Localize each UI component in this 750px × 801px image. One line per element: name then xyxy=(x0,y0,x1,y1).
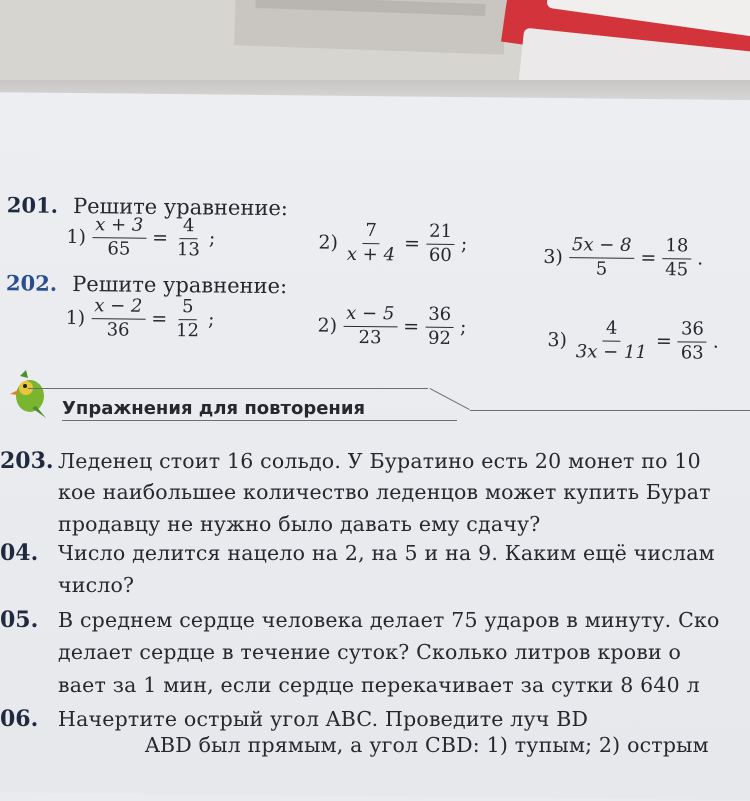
denominator: 23 xyxy=(358,326,382,349)
eq-label: 3) xyxy=(543,246,563,269)
exercise-text: делает сердце в течение суток? Сколько литров крови о xyxy=(58,640,682,664)
fraction xyxy=(173,298,202,341)
text-line xyxy=(0,640,681,664)
text-line xyxy=(0,573,134,597)
exercise-text: число? xyxy=(58,573,135,597)
eq-end: ; xyxy=(460,233,468,256)
parrot-icon xyxy=(6,368,54,420)
equals-sign: = xyxy=(403,232,421,256)
fraction xyxy=(91,297,146,340)
exercise-number: 04. xyxy=(0,540,39,566)
ex201-heading: Решите уравнение: xyxy=(72,193,289,221)
denominator: 13 xyxy=(176,238,200,261)
equals-sign: = xyxy=(152,227,169,250)
text-line xyxy=(0,673,700,697)
eq-end: ; xyxy=(459,316,467,339)
eq-label: 1) xyxy=(65,307,86,330)
fraction xyxy=(678,320,707,363)
ex202-header xyxy=(6,270,287,298)
fraction xyxy=(425,303,454,349)
equals-sign: = xyxy=(403,315,420,339)
banner-top-line xyxy=(28,388,428,389)
eq-label: 3) xyxy=(547,329,568,352)
eq-label: 2) xyxy=(318,231,339,255)
banner-underline xyxy=(62,420,457,421)
denominator: 92 xyxy=(427,327,452,349)
exercise-number: 05. xyxy=(0,607,39,633)
denominator: 45 xyxy=(665,259,689,281)
denominator: 63 xyxy=(680,342,704,364)
denominator: x + 4 xyxy=(346,243,396,266)
numerator: 5x − 8 xyxy=(569,236,635,259)
numerator: x − 5 xyxy=(343,305,397,327)
denominator: 12 xyxy=(175,319,200,342)
fraction xyxy=(344,222,399,265)
exercise-text: продавцу не нужно было давать ему сдачу? xyxy=(58,512,541,536)
fraction xyxy=(92,216,147,259)
fraction xyxy=(569,236,635,279)
text-line xyxy=(0,540,715,566)
text-line xyxy=(0,706,588,732)
numerator: 4 xyxy=(603,320,621,342)
ex202-number: 202. xyxy=(5,270,58,296)
denominator: 65 xyxy=(107,238,131,260)
eq-end: ; xyxy=(207,308,215,331)
ex201-eq3 xyxy=(543,236,703,280)
ex202-heading: Решите уравнение: xyxy=(72,271,288,299)
eq-end: . xyxy=(712,331,719,354)
text-line xyxy=(0,512,540,536)
equals-sign: = xyxy=(640,247,657,270)
section-title: Упражнения для повторения xyxy=(62,398,366,419)
ex201-number: 201. xyxy=(6,192,59,218)
banner-right-line xyxy=(470,410,750,411)
ex202-eq1 xyxy=(65,297,214,341)
fraction xyxy=(662,237,691,280)
numerator: 4 xyxy=(180,217,198,239)
fraction xyxy=(343,302,398,349)
eq-end: . xyxy=(697,247,704,270)
eq-label: 1) xyxy=(66,226,87,249)
numerator: 18 xyxy=(662,237,691,259)
exercise-text: Начертите острый угол ABC. Проведите луч BD xyxy=(58,707,589,731)
ex202-eq2 xyxy=(317,302,467,349)
text-line xyxy=(0,448,701,474)
numerator: 5 xyxy=(179,298,197,320)
text-line xyxy=(0,607,720,633)
fraction xyxy=(426,220,455,266)
numerator: x − 2 xyxy=(91,297,145,319)
numerator: 7 xyxy=(362,222,380,244)
numerator: x + 3 xyxy=(92,216,146,238)
exercise-text: Леденец стоит 16 сольдо. У Буратино есть 20 монет по 10 xyxy=(58,449,701,473)
exercise-number: 203. xyxy=(0,448,54,474)
exercise-text: вает за 1 мин, если сердце перекачивает за сутки 8 640 л xyxy=(58,673,700,697)
denominator: 3x − 11 xyxy=(575,341,647,363)
denominator: 60 xyxy=(428,244,452,266)
numerator: 21 xyxy=(426,223,455,245)
exercise-number: 06. xyxy=(0,706,39,732)
denominator: 5 xyxy=(595,258,608,280)
eq-end: ; xyxy=(208,227,216,250)
ex201-eq2 xyxy=(318,222,467,266)
equals-sign: = xyxy=(655,330,673,353)
fraction xyxy=(573,319,650,363)
gray-book xyxy=(234,0,506,55)
book-stripe xyxy=(255,0,485,16)
ex202-eq3 xyxy=(547,319,719,364)
denominator: 36 xyxy=(106,319,130,341)
fraction xyxy=(174,217,203,260)
ex201-eq1 xyxy=(66,216,215,260)
equals-sign: = xyxy=(151,308,168,331)
numerator: 36 xyxy=(425,306,454,328)
exercise-text: Число делится нацело на 2, на 5 и на 9. Каким ещё числам xyxy=(58,541,715,565)
cut-off-line: ABD был прямым, а угол CBD: 1) тупым; 2) острым xyxy=(145,733,709,757)
numerator: 36 xyxy=(678,320,707,342)
eq-label: 2) xyxy=(317,314,338,338)
exercise-text: кое наибольшее количество леденцов может купить Бурат xyxy=(58,480,711,504)
text-line xyxy=(0,480,711,504)
exercise-text: В среднем сердце человека делает 75 ударов в минуту. Ско xyxy=(58,608,720,632)
